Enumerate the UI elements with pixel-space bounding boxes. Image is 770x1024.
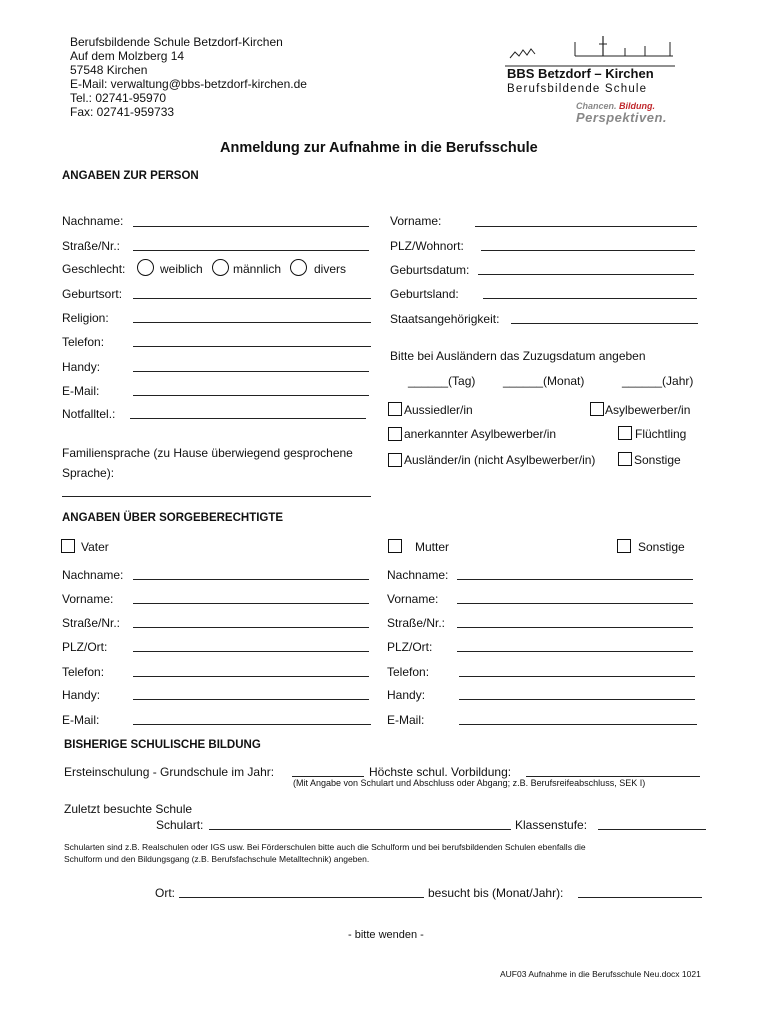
strasse-label: Straße/Nr.: xyxy=(62,239,121,253)
document-id: AUF03 Aufnahme in die Berufsschule Neu.docx 1021 xyxy=(500,969,701,979)
klassenstufe-label: Klassenstufe: xyxy=(515,818,588,832)
familiensprache-line2: Sprache): xyxy=(62,466,115,480)
school-street: Auf dem Molzberg 14 xyxy=(70,49,185,63)
vorbildung-hint: (Mit Angabe von Schulart und Abschluss oder Abgang; z.B. Berufsreifeabschluss, SEK I) xyxy=(293,778,646,788)
logo-slogan-line1: Chancen. Bildung. xyxy=(576,101,656,111)
nachname-label: Nachname: xyxy=(62,214,124,228)
familiensprache-label xyxy=(62,446,353,480)
telefon-label: Telefon: xyxy=(62,335,105,349)
aussiedler-label: Aussiedler/in xyxy=(404,403,473,417)
vorname-field[interactable] xyxy=(475,226,697,227)
religion-label: Religion: xyxy=(62,311,109,325)
logo-subtitle: Berufsbildende Schule xyxy=(507,83,648,95)
sorge-right-handy-field[interactable] xyxy=(459,699,695,700)
vater-label: Vater xyxy=(81,540,109,554)
sorge-left-telefon-label: Telefon: xyxy=(62,665,105,679)
section-heading-person: ANGABEN ZUR PERSON xyxy=(62,170,199,182)
vorbildung-label: Höchste schul. Vorbildung: xyxy=(369,765,512,779)
checkbox-aussiedler[interactable] xyxy=(388,402,402,416)
telefon-field[interactable] xyxy=(133,346,371,347)
checkbox-mutter[interactable] xyxy=(388,539,402,553)
checkbox-anerkannt[interactable] xyxy=(388,427,402,441)
checkbox-asylbewerber[interactable] xyxy=(590,402,604,416)
sorge-right-vorname-field[interactable] xyxy=(457,603,693,604)
school-tel: Tel.: 02741-95970 xyxy=(70,91,167,105)
geburtsland-label: Geburtsland: xyxy=(390,287,459,301)
schulart-label: Schulart: xyxy=(156,818,204,832)
email-label: E-Mail: xyxy=(62,384,100,398)
asylbewerber-label: Asylbewerber/in xyxy=(605,403,691,417)
email-field[interactable] xyxy=(133,395,369,396)
sorge-left-strasse-label: Straße/Nr.: xyxy=(62,616,121,630)
vorbildung-field[interactable] xyxy=(526,776,700,777)
school-fax: Fax: 02741-959733 xyxy=(70,105,175,119)
schulart-field[interactable] xyxy=(209,829,511,830)
school-city: 57548 Kirchen xyxy=(70,63,148,77)
sorge-right-handy-label: Handy: xyxy=(387,688,426,702)
checkbox-fluechtling[interactable] xyxy=(618,426,632,440)
sorge-right-email-field[interactable] xyxy=(459,724,697,725)
geschlecht-label: Geschlecht: xyxy=(62,262,126,276)
sorge-left-telefon-field[interactable] xyxy=(133,676,369,677)
ort-label: Ort: xyxy=(155,886,175,900)
besucht-bis-label: besucht bis (Monat/Jahr): xyxy=(428,886,564,900)
sorge-left-plz-field[interactable] xyxy=(133,651,369,652)
nachname-field[interactable] xyxy=(133,226,369,227)
radio-maennlich[interactable] xyxy=(212,259,229,276)
divers-label: divers xyxy=(314,262,347,276)
sorge-left-email-label: E-Mail: xyxy=(62,713,100,727)
checkbox-auslaender[interactable] xyxy=(388,453,402,467)
checkbox-sonstige-status[interactable] xyxy=(618,452,632,466)
section-heading-sorge: ANGABEN ÜBER SORGEBERECHTIGTE xyxy=(62,512,284,524)
radio-weiblich[interactable] xyxy=(137,259,154,276)
familiensprache-line1: Familiensprache (zu Hause überwiegend gesprochene xyxy=(62,446,353,460)
schulart-note xyxy=(64,842,586,864)
sorge-right-plz-field[interactable] xyxy=(457,651,693,652)
page-title: Anmeldung zur Aufnahme in die Berufsschule xyxy=(220,140,538,156)
anerkannt-label: anerkannter Asylbewerber/in xyxy=(404,427,557,441)
sorge-left-nachname-label: Nachname: xyxy=(62,568,124,582)
religion-field[interactable] xyxy=(133,322,371,323)
strasse-field[interactable] xyxy=(133,250,369,251)
bitte-wenden-note: - bitte wenden - xyxy=(348,929,424,941)
fluechtling-label: Flüchtling xyxy=(635,427,687,441)
sorge-right-email-label: E-Mail: xyxy=(387,713,425,727)
schulart-note-line2: Schulform und den Bildungsgang (z.B. Berufsfachschule Metalltechnik) angeben. xyxy=(64,854,370,864)
sorge-right-telefon-field[interactable] xyxy=(459,676,695,677)
mutter-label: Mutter xyxy=(415,540,450,554)
einschulung-field[interactable] xyxy=(292,776,364,777)
geburtsland-field[interactable] xyxy=(483,298,697,299)
sorge-right-strasse-field[interactable] xyxy=(457,627,693,628)
zuzug-tag-field[interactable]: ______(Tag) xyxy=(408,374,476,388)
notfall-field[interactable] xyxy=(130,418,366,419)
auslaender-label: Ausländer/in (nicht Asylbewerber/in) xyxy=(404,453,596,467)
sorge-left-vorname-field[interactable] xyxy=(133,603,369,604)
weiblich-label: weiblich xyxy=(160,262,203,276)
geburtsdatum-field[interactable] xyxy=(478,274,694,275)
sonstige-sorge-label: Sonstige xyxy=(638,540,685,554)
geburtsdatum-label: Geburtsdatum: xyxy=(390,263,470,277)
sorge-right-vorname-label: Vorname: xyxy=(387,592,439,606)
geburtsort-field[interactable] xyxy=(133,298,371,299)
section-heading-schule: BISHERIGE SCHULISCHE BILDUNG xyxy=(64,739,261,751)
zuzug-jahr-field[interactable]: ______(Jahr) xyxy=(622,374,694,388)
checkbox-vater[interactable] xyxy=(61,539,75,553)
sorge-left-vorname-label: Vorname: xyxy=(62,592,114,606)
sonstige-status-label: Sonstige xyxy=(634,453,681,467)
logo-title: BBS Betzdorf – Kirchen xyxy=(507,66,654,81)
schulart-note-line1: Schularten sind z.B. Realschulen oder IGS usw. Bei Förderschulen bitte auch die Schulform und bei berufsbildenden Schulen ebenfalls die xyxy=(64,842,586,852)
radio-divers[interactable] xyxy=(290,259,307,276)
geburtsort-label: Geburtsort: xyxy=(62,287,123,301)
zuletzt-label: Zuletzt besuchte Schule xyxy=(64,802,193,816)
zuzug-hint: Bitte bei Ausländern das Zuzugsdatum angeben xyxy=(390,349,646,363)
familiensprache-field[interactable] xyxy=(62,496,371,497)
school-email: E-Mail: verwaltung@bbs-betzdorf-kirchen.de xyxy=(70,77,307,91)
staatsangehoerigkeit-label: Staatsangehörigkeit: xyxy=(390,312,500,326)
school-name: Berufsbildende Schule Betzdorf-Kirchen xyxy=(70,35,283,49)
notfall-label: Notfalltel.: xyxy=(62,407,116,421)
checkbox-sonstige-sorge[interactable] xyxy=(617,539,631,553)
sorge-left-nachname-field[interactable] xyxy=(133,579,369,580)
sorge-left-strasse-field[interactable] xyxy=(133,627,369,628)
plz-wohnort-field[interactable] xyxy=(481,250,695,251)
besucht-bis-field[interactable] xyxy=(578,897,702,898)
maennlich-label: männlich xyxy=(233,262,282,276)
klassenstufe-field[interactable] xyxy=(598,829,706,830)
vorname-label: Vorname: xyxy=(390,214,442,228)
sorge-right-telefon-label: Telefon: xyxy=(387,665,430,679)
zuzug-monat-field[interactable]: ______(Monat) xyxy=(503,374,585,388)
logo-graphic xyxy=(505,36,675,68)
school-address xyxy=(70,35,307,119)
einschulung-label: Ersteinschulung - Grundschule im Jahr: xyxy=(64,765,275,779)
staatsangehoerigkeit-field[interactable] xyxy=(511,323,698,324)
ort-field[interactable] xyxy=(179,897,424,898)
plz-wohnort-label: PLZ/Wohnort: xyxy=(390,239,464,253)
sorge-left-plz-label: PLZ/Ort: xyxy=(62,640,108,654)
handy-label: Handy: xyxy=(62,360,101,374)
sorge-left-email-field[interactable] xyxy=(133,724,371,725)
sorge-right-nachname-label: Nachname: xyxy=(387,568,449,582)
sorge-left-handy-field[interactable] xyxy=(133,699,369,700)
sorge-right-strasse-label: Straße/Nr.: xyxy=(387,616,446,630)
handy-field[interactable] xyxy=(133,371,369,372)
logo-slogan-line2: Perspektiven. xyxy=(576,110,668,125)
sorge-right-nachname-field[interactable] xyxy=(457,579,693,580)
sorge-right-plz-label: PLZ/Ort: xyxy=(387,640,433,654)
sorge-left-handy-label: Handy: xyxy=(62,688,101,702)
